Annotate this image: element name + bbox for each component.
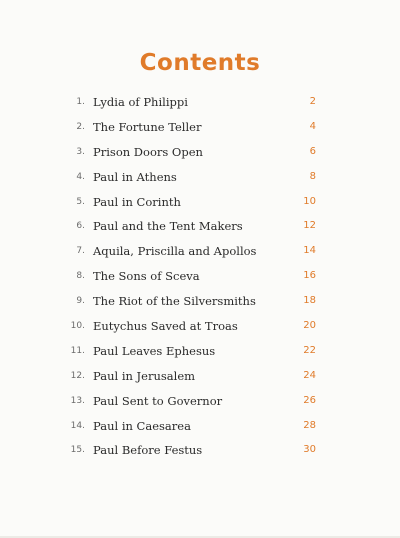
- toc-entry[interactable]: [0, 364, 400, 389]
- toc-entry[interactable]: [0, 389, 400, 414]
- toc-entry-number: 15.: [70, 445, 85, 456]
- toc-entry[interactable]: [0, 339, 400, 364]
- toc-entry-page: 4: [309, 120, 316, 132]
- toc-entry-title: The Fortune Teller: [93, 119, 202, 134]
- toc-entry-number: 8.: [76, 271, 85, 282]
- toc-entry-title: Paul in Athens: [93, 169, 177, 184]
- toc-entry-page: 24: [303, 369, 316, 381]
- toc-entry-page: 6: [309, 145, 316, 157]
- toc-entry-number: 7.: [76, 246, 85, 257]
- toc-entry[interactable]: [0, 140, 400, 165]
- toc-entry-title: Paul and the Tent Makers: [93, 219, 243, 234]
- toc-entry-page: 20: [303, 320, 316, 332]
- toc-entry[interactable]: [0, 214, 400, 239]
- toc-entry-title: Aquila, Priscilla and Apollos: [93, 244, 257, 259]
- toc-entry-number: 12.: [70, 370, 85, 381]
- toc-entry-number: 6.: [76, 221, 85, 232]
- toc-entry-number: 9.: [76, 296, 85, 307]
- toc-entry-title: Eutychus Saved at Troas: [93, 319, 238, 334]
- toc-entry-number: 13.: [70, 395, 85, 406]
- toc-entry[interactable]: [0, 239, 400, 264]
- toc-entry-title: Lydia of Philippi: [93, 95, 188, 109]
- toc-entry-title: Paul in Corinth: [93, 194, 181, 209]
- toc-entry-number: 4.: [76, 171, 85, 182]
- toc-entry[interactable]: [0, 438, 400, 463]
- toc-entry-title: Prison Doors Open: [93, 144, 203, 159]
- toc-entry-page: 26: [303, 394, 316, 406]
- toc-entry-title: Paul in Caesarea: [93, 418, 191, 433]
- toc-entry-page: 28: [303, 419, 316, 431]
- toc-entry-page: 8: [309, 170, 316, 182]
- toc-entry-number: 11.: [70, 345, 85, 356]
- toc-entry-number: 10.: [70, 321, 85, 332]
- toc-entry-page: 14: [303, 245, 316, 257]
- toc-entry-page: 22: [303, 344, 316, 356]
- toc-entry-page: 12: [303, 220, 316, 232]
- toc-entry-page: 16: [303, 270, 316, 282]
- table-of-contents: [0, 90, 400, 463]
- toc-entry-number: 5.: [76, 196, 85, 207]
- toc-entry[interactable]: [0, 314, 400, 339]
- toc-entry[interactable]: [0, 165, 400, 190]
- toc-entry-number: 3.: [76, 146, 85, 157]
- toc-entry[interactable]: [0, 289, 400, 314]
- toc-entry[interactable]: [0, 90, 400, 115]
- toc-entry-page: 10: [303, 195, 316, 207]
- toc-entry-number: 1.: [76, 97, 85, 107]
- toc-entry[interactable]: [0, 414, 400, 439]
- toc-entry[interactable]: [0, 115, 400, 140]
- toc-entry-title: The Riot of the Silversmiths: [93, 294, 256, 309]
- toc-entry-number: 14.: [70, 420, 85, 431]
- toc-entry-title: Paul in Jerusalem: [93, 368, 196, 383]
- toc-entry-page: 18: [303, 295, 316, 307]
- toc-entry-title: Paul Before Festus: [93, 443, 203, 458]
- toc-entry-title: Paul Sent to Governor: [93, 393, 223, 408]
- page-title: Contents: [139, 50, 261, 76]
- toc-entry-page: 30: [303, 444, 316, 456]
- toc-entry-number: 2.: [76, 121, 85, 132]
- toc-entry[interactable]: [0, 264, 400, 289]
- toc-entry-page: 2: [309, 96, 316, 107]
- toc-entry-title: Paul Leaves Ephesus: [93, 343, 216, 358]
- toc-entry[interactable]: [0, 190, 400, 215]
- toc-entry-title: The Sons of Sceva: [93, 269, 200, 284]
